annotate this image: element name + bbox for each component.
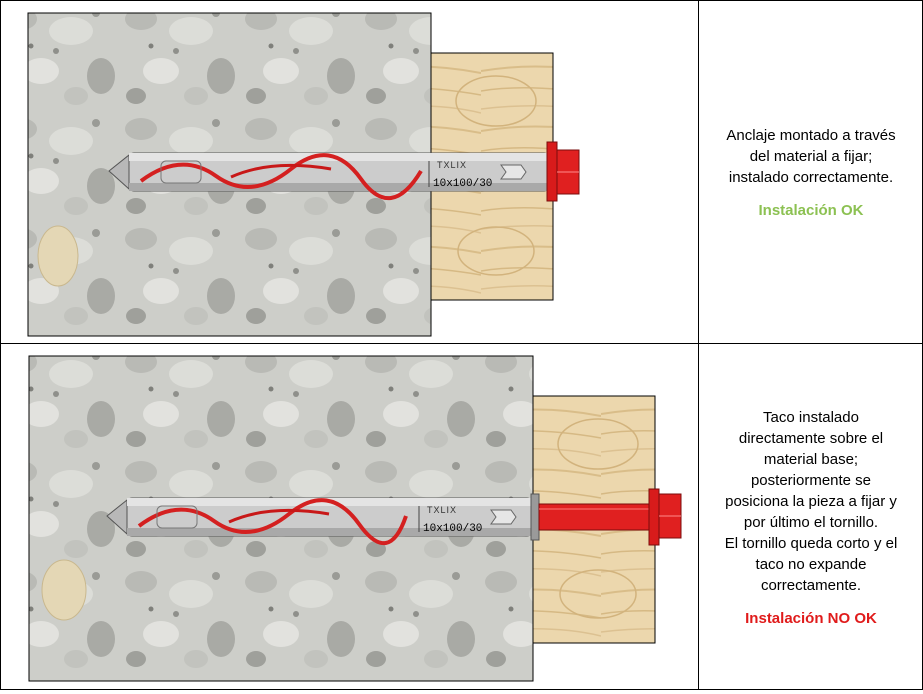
screw-shank [539, 504, 661, 530]
incorrect-installation-description [699, 344, 923, 689]
description-line: correctamente. [760, 576, 862, 594]
status-label-not-ok: Instalación NO OK [745, 609, 877, 627]
description-line: del material a fijar; [749, 148, 873, 165]
description-line: posiciona la pieza a fijar y [725, 492, 897, 510]
status-label-ok: Instalación OK [758, 202, 864, 219]
description-line: Anclaje montado a través [726, 127, 896, 144]
description-line: por último el tornillo. [743, 513, 879, 531]
brand-mark: TXLIX [427, 505, 458, 515]
size-mark: 10x100/30 [433, 178, 493, 190]
correct-installation-figure [1, 1, 698, 343]
description-line: posteriormente se [750, 471, 872, 489]
description-line: material base; [763, 450, 859, 468]
description-line: El tornillo queda corto y el [724, 534, 898, 552]
correct-installation-description [699, 1, 923, 343]
description-line: taco no expande [755, 555, 867, 573]
description-line: directamente sobre el [738, 429, 884, 447]
size-mark: 10x100/30 [423, 523, 483, 535]
incorrect-installation-figure [1, 344, 698, 689]
description-line: instalado correctamente. [728, 169, 894, 186]
description-line: Taco instalado [763, 408, 859, 426]
screw-washer [547, 142, 557, 201]
screw-washer [649, 489, 659, 545]
brand-mark: TXLIX [437, 160, 468, 170]
